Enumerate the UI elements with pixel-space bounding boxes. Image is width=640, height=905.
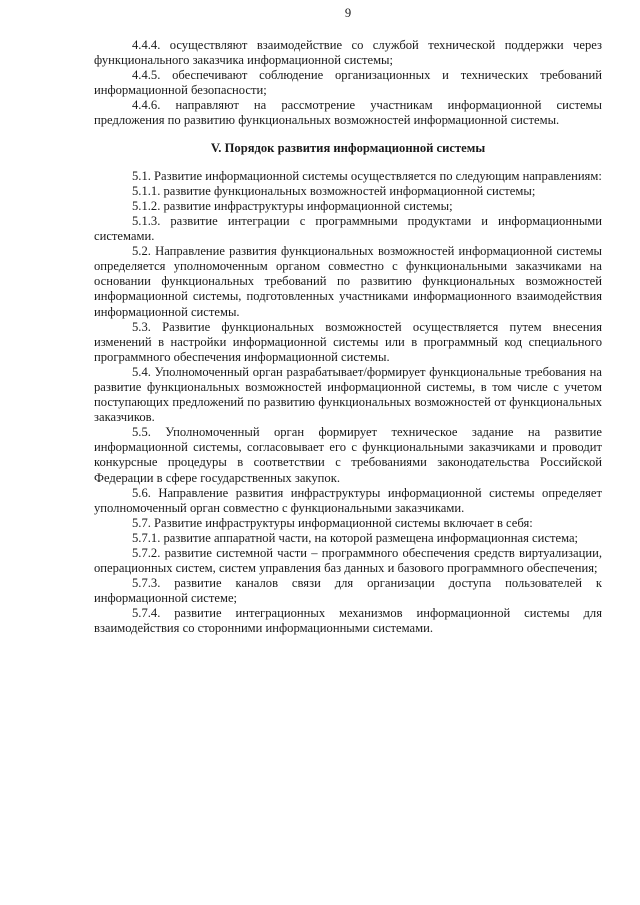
paragraph-5-7-4: 5.7.4. развитие интеграционных механизмов информационной системы для взаимодействия со сторонними информационными системами. (94, 606, 602, 636)
paragraph-5-7-2: 5.7.2. развитие системной части – программного обеспечения средств виртуализации, операционных систем, систем управления баз данных и базового программного обеспечения; (94, 546, 602, 576)
paragraph-5-7-3: 5.7.3. развитие каналов связи для организации доступа пользователей к информационной системе; (94, 576, 602, 606)
paragraph-5-7: 5.7. Развитие инфраструктуры информационной системы включает в себя: (132, 515, 533, 530)
paragraph-5-6: 5.6. Направление развития инфраструктуры информационной системы определяет уполномоченный орган совместно с функциональными заказчиками. (94, 485, 602, 515)
paragraph-5-1-1: 5.1.1. развитие функциональных возможностей информационной системы; (132, 183, 536, 198)
section-title: V. Порядок развития информационной системы (210, 140, 486, 155)
paragraph-4-4-4: 4.4.4. осуществляют взаимодействие со службой технической поддержки через функционального заказчика информационной системы; (94, 38, 602, 68)
paragraph-4-4-6: 4.4.6. направляют на рассмотрение участникам информационной системы предложения по развитию функциональных возможностей информационной системы. (94, 98, 602, 128)
paragraph-5-1-3: 5.1.3. развитие интеграции с программными продуктами и информационными системами. (94, 213, 602, 244)
paragraph-5-7-1: 5.7.1. развитие аппаратной части, на которой размещена информационная система; (132, 530, 579, 545)
paragraph-5-1-2: 5.1.2. развитие инфраструктуры информационной системы; (132, 198, 453, 213)
paragraph-5-4: 5.4. Уполномоченный орган разрабатывает/формирует функциональные требования на развитие функциональных возможностей информационной системы, в том числе с учетом поступающих предложений по развитию функциональных возможностей от функциональных заказчиков. (94, 364, 602, 425)
paragraph-5-2: 5.2. Направление развития функциональных возможностей информационной системы определяется уполномоченным органом совместно с функциональными заказчиками на основании функциональных требований по развитию функциональных возможностей информационной системы, подготовленных участниками информационного взаимодействия информационной системы. (94, 244, 602, 319)
paragraph-5-5: 5.5. Уполномоченный орган формирует техническое задание на развитие информационной системы, согласовывает его с функциональными заказчиками и проводит конкурсные процедуры в соответствии с требованиями законодательства Российской Федерации в сфере государственных закупок. (94, 425, 602, 485)
paragraph-5-3: 5.3. Развитие функциональных возможностей осуществляется путем внесения изменений в настройки информационной системы или в программный код специального программного обеспечения информационной системы. (94, 319, 602, 364)
paragraph-4-4-5: 4.4.5. обеспечивают соблюдение организационных и технических требований информационной безопасности; (94, 68, 602, 98)
paragraph-5-1: 5.1. Развитие информационной системы осуществляется по следующим направлениям: (132, 168, 602, 183)
page-number: 9 (344, 6, 352, 20)
document-body (94, 38, 602, 637)
